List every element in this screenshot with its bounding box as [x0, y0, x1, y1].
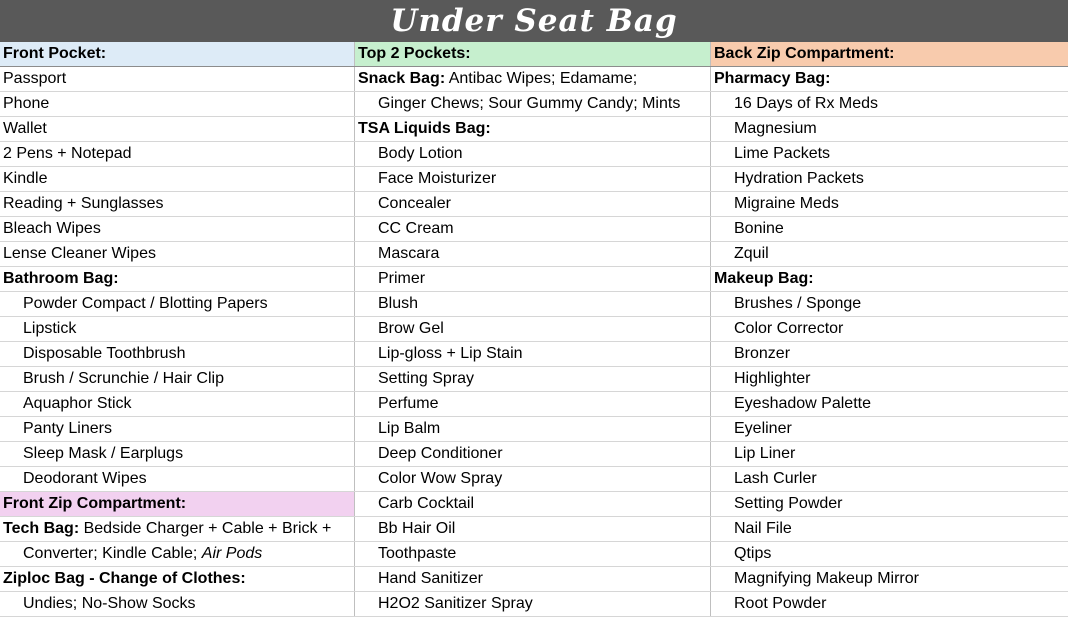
cell-lense[interactable]: Lense Cleaner Wipes [0, 242, 355, 266]
cell-lip-gloss[interactable]: Lip-gloss + Lip Stain [355, 342, 711, 366]
cell-blush[interactable]: Blush [355, 292, 711, 316]
table-row [0, 292, 1068, 317]
table-row [0, 492, 1068, 517]
cell-zquil[interactable]: Zquil [734, 245, 769, 262]
cell-bb-hair-oil[interactable]: Bb Hair Oil [355, 517, 711, 541]
table-row [0, 517, 1068, 542]
table-row [0, 392, 1068, 417]
header-top-pockets[interactable]: Top 2 Pockets: [355, 42, 711, 66]
cell-eyeshadow[interactable]: Eyeshadow Palette [734, 395, 871, 412]
cell-perfume[interactable]: Perfume [355, 392, 711, 416]
table-row [0, 317, 1068, 342]
cell-deep-conditioner[interactable]: Deep Conditioner [355, 442, 711, 466]
table-row [0, 417, 1068, 442]
cell-makeup-bag[interactable]: Makeup Bag: [714, 270, 814, 287]
table-row [0, 242, 1068, 267]
cell-kindle[interactable]: Kindle [0, 167, 355, 191]
cell-nail-file[interactable]: Nail File [734, 520, 792, 537]
cell-passport[interactable]: Passport [0, 67, 355, 91]
table-row [0, 367, 1068, 392]
cell-toothbrush[interactable]: Disposable Toothbrush [0, 342, 355, 366]
cell-concealer[interactable]: Concealer [355, 192, 711, 216]
cell-mirror[interactable]: Magnifying Makeup Mirror [734, 570, 919, 587]
cell-brush[interactable]: Brush / Scrunchie / Hair Clip [0, 367, 355, 391]
header-row [0, 42, 1068, 67]
cell-color-corrector[interactable]: Color Corrector [734, 320, 844, 337]
cell-face-moisturizer[interactable]: Face Moisturizer [355, 167, 711, 191]
cell-setting-spray[interactable]: Setting Spray [355, 367, 711, 391]
cell-bathroom-bag[interactable]: Bathroom Bag: [0, 267, 355, 291]
cell-bonine[interactable]: Bonine [734, 220, 784, 237]
cell-undies[interactable]: Undies; No-Show Socks [0, 592, 355, 616]
cell-panty[interactable]: Panty Liners [0, 417, 355, 441]
table-row [0, 592, 1068, 617]
cell-root-powder[interactable]: Root Powder [734, 595, 827, 612]
cell-mascara[interactable]: Mascara [355, 242, 711, 266]
cell-pharmacy-bag[interactable]: Pharmacy Bag: [714, 70, 831, 87]
cell-h2o2-spray[interactable]: H2O2 Sanitizer Spray [355, 592, 711, 616]
cell-tech-bag[interactable] [0, 517, 355, 541]
cell-ziploc-bag[interactable]: Ziploc Bag - Change of Clothes: [0, 567, 355, 591]
table-row [0, 442, 1068, 467]
table-row [0, 167, 1068, 192]
cell-lip-balm[interactable]: Lip Balm [355, 417, 711, 441]
snack-bag-items: Antibac Wipes; Edamame; [445, 70, 638, 87]
cell-carb-cocktail[interactable]: Carb Cocktail [355, 492, 711, 516]
cell-hydration[interactable]: Hydration Packets [734, 170, 864, 187]
cell-magnesium[interactable]: Magnesium [734, 120, 817, 137]
cell-primer[interactable]: Primer [355, 267, 711, 291]
cell-brushes[interactable]: Brushes / Sponge [734, 295, 862, 312]
title-bar [0, 0, 1068, 42]
table-row [0, 467, 1068, 492]
cell-tsa-bag[interactable]: TSA Liquids Bag: [355, 117, 711, 141]
table-row [0, 217, 1068, 242]
cell-ginger[interactable]: Ginger Chews; Sour Gummy Candy; Mints [355, 92, 711, 116]
cell-aquaphor[interactable]: Aquaphor Stick [0, 392, 355, 416]
table-row [0, 117, 1068, 142]
cell-bronzer[interactable]: Bronzer [734, 345, 791, 362]
cell-eyeliner[interactable]: Eyeliner [734, 420, 792, 437]
cell-snack-bag[interactable] [355, 67, 711, 91]
cell-deodorant[interactable]: Deodorant Wipes [0, 467, 355, 491]
packing-sheet [0, 42, 1068, 617]
cell-phone[interactable]: Phone [0, 92, 355, 116]
cell-sleep-mask[interactable]: Sleep Mask / Earplugs [0, 442, 355, 466]
table-row [0, 342, 1068, 367]
cell-migraine[interactable]: Migraine Meds [734, 195, 839, 212]
header-front-pocket[interactable]: Front Pocket: [0, 42, 355, 66]
table-row [0, 542, 1068, 567]
table-row [0, 567, 1068, 592]
cell-bleach[interactable]: Bleach Wipes [0, 217, 355, 241]
cell-toothpaste[interactable]: Toothpaste [355, 542, 711, 566]
cell-highlighter[interactable]: Highlighter [734, 370, 811, 387]
cell-wallet[interactable]: Wallet [0, 117, 355, 141]
cell-body-lotion[interactable]: Body Lotion [355, 142, 711, 166]
cell-setting-powder[interactable]: Setting Powder [734, 495, 843, 512]
cell-cc-cream[interactable]: CC Cream [355, 217, 711, 241]
air-pods-text: Air Pods [201, 545, 263, 562]
cell-qtips[interactable]: Qtips [734, 545, 772, 562]
cell-powder[interactable]: Powder Compact / Blotting Papers [0, 292, 355, 316]
sheet-title: Under Seat Bag [390, 3, 678, 39]
cell-lash-curler[interactable]: Lash Curler [734, 470, 817, 487]
cell-lip-liner[interactable]: Lip Liner [734, 445, 796, 462]
cell-color-wow[interactable]: Color Wow Spray [355, 467, 711, 491]
cell-converter[interactable] [0, 542, 355, 566]
table-row [0, 192, 1068, 217]
cell-hand-sanitizer[interactable]: Hand Sanitizer [355, 567, 711, 591]
header-back-zip[interactable]: Back Zip Compartment: [711, 42, 1068, 66]
table-row [0, 67, 1068, 92]
table-row [0, 142, 1068, 167]
cell-reading[interactable]: Reading + Sunglasses [0, 192, 355, 216]
cell-lipstick[interactable]: Lipstick [0, 317, 355, 341]
tech-bag-label: Tech Bag: [3, 520, 80, 537]
cell-rx-meds[interactable]: 16 Days of Rx Meds [734, 95, 879, 112]
cell-lime[interactable]: Lime Packets [734, 145, 831, 162]
cell-pens[interactable]: 2 Pens + Notepad [0, 142, 355, 166]
table-row [0, 267, 1068, 292]
table-row [0, 92, 1068, 117]
snack-bag-label: Snack Bag: [358, 70, 446, 87]
header-front-zip[interactable]: Front Zip Compartment: [0, 492, 355, 516]
cell-brow-gel[interactable]: Brow Gel [355, 317, 711, 341]
tech-bag-items: Bedside Charger + Cable + Brick + [79, 520, 332, 537]
converter-text: Converter; Kindle Cable; [23, 545, 202, 562]
